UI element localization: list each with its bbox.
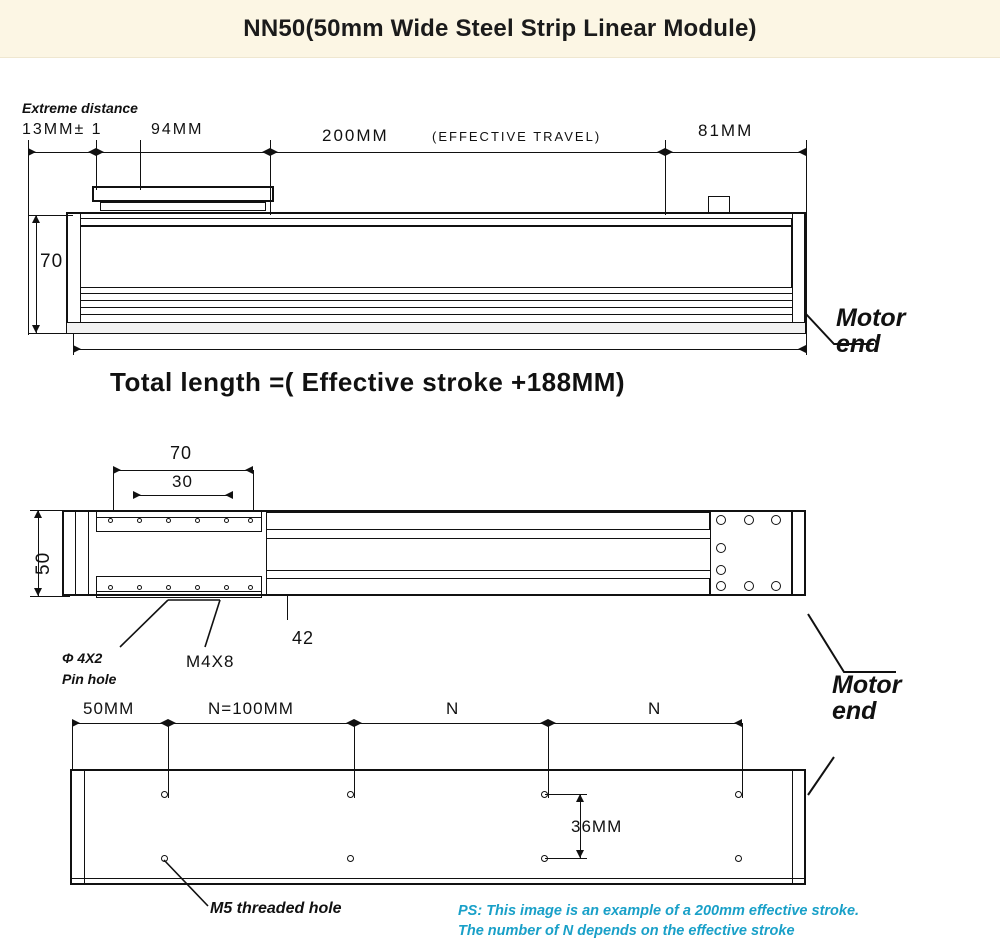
dimarrow-81-right xyxy=(798,148,806,156)
plan-hole-bottom-5 xyxy=(224,585,229,590)
plan-carriage-top-line xyxy=(96,517,262,518)
plan-hole-bottom-3 xyxy=(166,585,171,590)
rail-line-4 xyxy=(80,314,792,315)
dimarrow-30-right xyxy=(225,491,233,499)
dim-effective-travel: 200MM xyxy=(322,126,389,145)
dim-50-plan: 50 xyxy=(33,551,54,575)
rail-base-strip xyxy=(66,322,806,334)
motor-end-leader-bottom xyxy=(800,745,860,805)
dimarrow-extreme-left xyxy=(28,148,36,156)
dimarrow-94-right xyxy=(262,148,270,156)
dimarrow-81-left xyxy=(665,148,673,156)
dim-42: 42 xyxy=(292,628,315,648)
plan-center-line-1 xyxy=(266,538,710,539)
dimline-n1 xyxy=(168,723,354,724)
pin-hole-label: Pin hole xyxy=(62,671,117,687)
plan-bolt-6 xyxy=(716,581,726,591)
dimarrow-50-top xyxy=(34,510,42,518)
dimline-n3 xyxy=(548,723,742,724)
bottom-plate-right-inner xyxy=(792,769,793,885)
dimarrow-n1-left xyxy=(168,719,176,727)
bottom-hole-top-1 xyxy=(161,791,168,798)
dimline-81 xyxy=(665,152,806,153)
plan-left-edge-inner2 xyxy=(88,510,89,596)
dim-extreme-distance: 13MM± 1 xyxy=(22,121,103,138)
witness-line-left xyxy=(28,140,29,335)
dimarrow-50-bottom xyxy=(34,588,42,596)
dimarrow-n3-right xyxy=(734,719,742,727)
plan-bolt-2 xyxy=(744,515,754,525)
witness-50-bottom xyxy=(30,596,70,597)
dimarrow-n1-right xyxy=(346,719,354,727)
plan-right-edge-inner xyxy=(792,510,793,596)
bottom-hole-bot-2 xyxy=(347,855,354,862)
note-line-2: The number of N depends on the effective stroke xyxy=(458,922,795,939)
rail-line-3 xyxy=(80,307,792,308)
dimarrow-extreme-right xyxy=(88,148,96,156)
plan-center-line-2 xyxy=(266,570,710,571)
dimline-n2 xyxy=(354,723,548,724)
dimarrow-30-left xyxy=(133,491,141,499)
dim-70-plan: 70 xyxy=(170,443,193,463)
page-title: NN50(50mm Wide Steel Strip Linear Module) xyxy=(243,14,757,42)
dim-effective-travel-note: (EFFECTIVE TRAVEL) xyxy=(432,129,602,144)
dim-70-height: 70 xyxy=(40,251,64,272)
dimarrow-n3-left xyxy=(548,719,556,727)
dim-81mm: 81MM xyxy=(698,121,754,140)
rail-line-2 xyxy=(80,300,792,301)
dim-94mm: 94MM xyxy=(151,121,204,138)
motor-end-label-plan xyxy=(832,672,901,725)
dimarrow-n2-left xyxy=(354,719,362,727)
dim-36mm: 36MM xyxy=(571,817,623,836)
plan-bolt-4 xyxy=(716,543,726,553)
dimline-94 xyxy=(96,152,270,153)
dimline-travel xyxy=(270,152,665,153)
dimarrow-36mm-bottom xyxy=(576,850,584,858)
plan-hole-top-2 xyxy=(137,518,142,523)
dimarrow-94-left xyxy=(96,148,104,156)
total-length-formula: Total length =( Effective stroke +188MM) xyxy=(110,367,626,397)
plan-carriage-bottom-line xyxy=(96,591,262,592)
witness-total-left xyxy=(73,333,74,355)
rail-mid-face xyxy=(80,226,792,288)
motor-end-top-line2: end xyxy=(836,330,881,359)
note-text xyxy=(458,902,859,941)
dimarrow-50mm-right xyxy=(160,719,168,727)
plan-left-edge-inner xyxy=(75,510,76,596)
rail-left-inner-edge xyxy=(80,212,81,334)
bottom-hole-top-4 xyxy=(735,791,742,798)
bottom-plate-left-inner xyxy=(84,769,85,885)
rail-right-inner-edge xyxy=(792,212,793,334)
plan-hole-top-6 xyxy=(248,518,253,523)
dim-n-2: N xyxy=(446,699,460,718)
pin-hole-dim: Φ 4X2 xyxy=(62,650,103,666)
rail-top-groove xyxy=(80,218,792,226)
dimline-height-70 xyxy=(36,215,37,333)
witness-b-1 xyxy=(72,723,73,769)
dim-n-3: N xyxy=(648,699,662,718)
plan-hole-top-3 xyxy=(166,518,171,523)
witness-line-2 xyxy=(140,140,141,190)
carriage-plate xyxy=(92,186,274,202)
motor-end-label-top xyxy=(836,305,905,358)
extreme-distance-label: Extreme distance xyxy=(22,100,138,116)
plan-leaders xyxy=(100,595,280,655)
thread-m4-label: M4X8 xyxy=(186,652,235,671)
note-line-1: PS: This image is an example of a 200mm effective stroke. xyxy=(458,903,860,919)
witness-70-right xyxy=(253,470,254,510)
plan-hole-bottom-2 xyxy=(137,585,142,590)
plan-rail-start-edge xyxy=(266,510,267,596)
dimarrow-70-right xyxy=(245,466,253,474)
dimarrow-travel-right xyxy=(657,148,665,156)
plan-hole-bottom-6 xyxy=(248,585,253,590)
plan-bolt-1 xyxy=(716,515,726,525)
plan-inner-rail-top xyxy=(266,512,710,530)
bottom-hole-bot-4 xyxy=(735,855,742,862)
motor-end-top-line1: Motor xyxy=(836,304,906,332)
dimarrow-36mm-top xyxy=(576,794,584,802)
dimarrow-n2-right xyxy=(540,719,548,727)
plan-bolt-5 xyxy=(716,565,726,575)
witness-36mm-bottom xyxy=(545,858,587,859)
dimarrow-travel-left xyxy=(270,148,278,156)
m5-threaded-hole-label: M5 threaded hole xyxy=(210,900,342,917)
dim-30-plan: 30 xyxy=(172,472,193,491)
dimarrow-total-left xyxy=(73,345,81,353)
dimarrow-50mm-left xyxy=(72,719,80,727)
plan-bolt-3 xyxy=(771,515,781,525)
plan-inner-rail-bottom xyxy=(266,578,710,596)
dimline-50mm xyxy=(72,723,168,724)
bottom-hole-top-2 xyxy=(347,791,354,798)
dimline-extreme xyxy=(28,152,96,153)
plan-bolt-7 xyxy=(744,581,754,591)
plan-bolt-8 xyxy=(771,581,781,591)
rail-line-1 xyxy=(80,293,792,294)
dimline-70-plan xyxy=(113,470,253,471)
plan-hole-top-4 xyxy=(195,518,200,523)
motor-end-plan-line1: Motor xyxy=(832,671,902,699)
plan-hole-top-5 xyxy=(224,518,229,523)
dimarrow-height-top xyxy=(32,215,40,223)
dimline-30-plan xyxy=(133,495,233,496)
dimline-42-tick xyxy=(287,596,288,620)
motor-end-plan-line2: end xyxy=(832,697,877,726)
plan-hole-bottom-1 xyxy=(108,585,113,590)
witness-70-left xyxy=(113,470,114,510)
dimline-total-length xyxy=(73,349,806,350)
plan-hole-top-1 xyxy=(108,518,113,523)
dim-n-first: N=100MM xyxy=(208,699,294,718)
dim-50mm-bottom: 50MM xyxy=(83,699,135,718)
plan-carriage-top-plate xyxy=(96,510,262,532)
carriage-body xyxy=(100,202,266,211)
page-title-banner xyxy=(0,0,1000,58)
plan-hole-bottom-4 xyxy=(195,585,200,590)
dimarrow-height-bottom xyxy=(32,325,40,333)
dimarrow-70-left xyxy=(113,466,121,474)
